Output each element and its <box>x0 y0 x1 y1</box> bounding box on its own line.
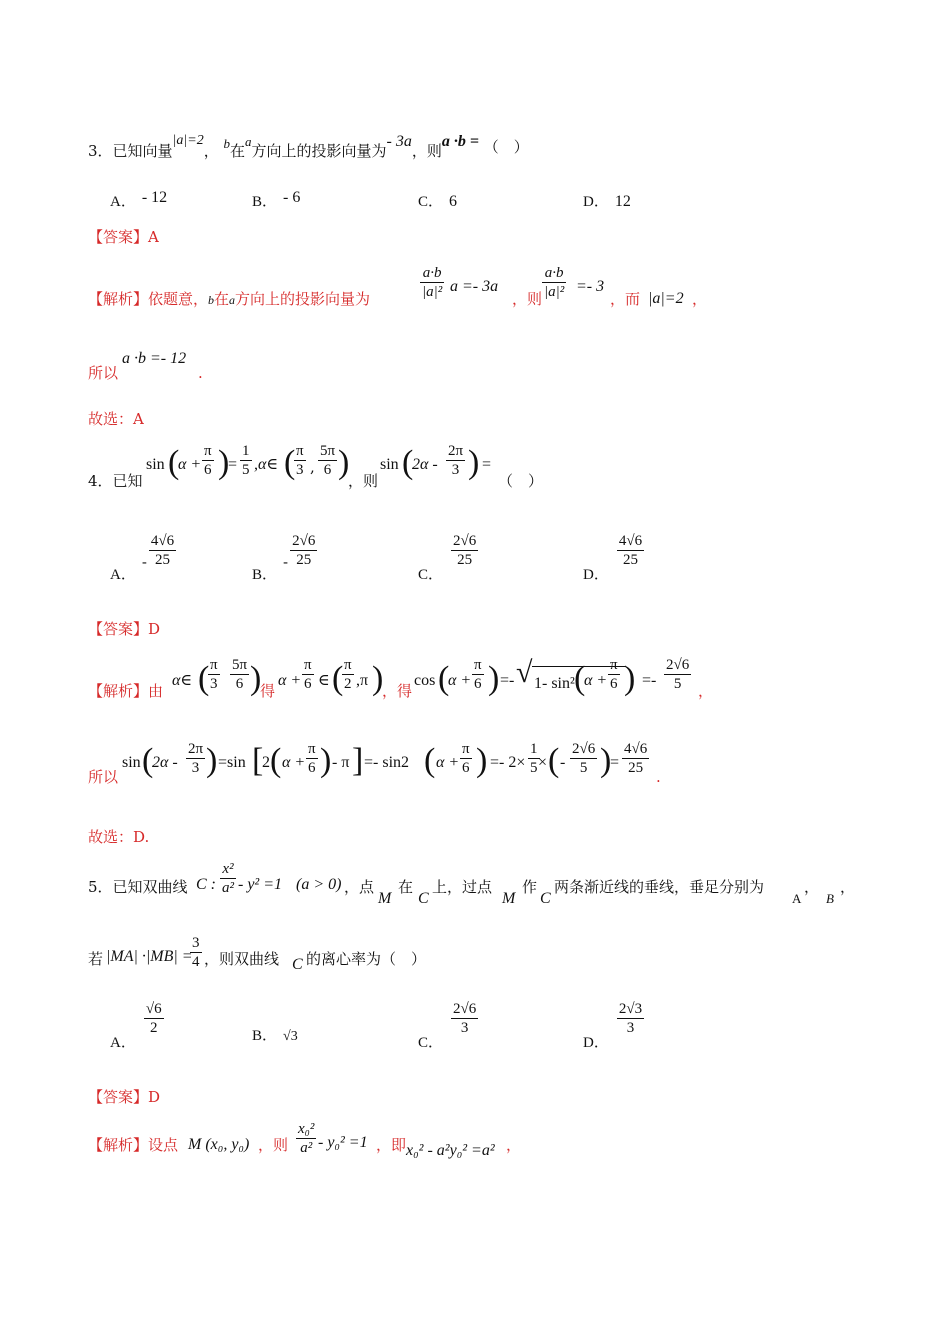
q4-pi-over-3-num: π <box>296 443 304 459</box>
q4-5pi-over-6-num: 5π <box>320 443 336 459</box>
q5-x2: x² <box>220 860 236 879</box>
q4-rparen3: ) <box>468 444 480 481</box>
q3-proj: - 3a <box>386 133 412 150</box>
q4-option-a-label: A． <box>110 566 136 583</box>
q3-analysis-intro: 依题意， <box>148 290 209 308</box>
q4-2pi-over-3-num: 2π <box>448 443 464 459</box>
q4-option-a-frac <box>149 532 176 569</box>
q4-eq: = <box>482 456 492 473</box>
q4-so-lp4: ( <box>548 742 560 779</box>
q3-analysis-tag: 【解析】 <box>88 290 149 308</box>
q4-analysis <box>88 652 890 708</box>
q4-2pi-over-3 <box>446 442 465 479</box>
q5-B: B <box>826 891 834 906</box>
q5-ruo: 若 <box>88 950 104 968</box>
q3-stem <box>88 133 890 164</box>
q4-pi-over-6-den: 6 <box>204 462 212 478</box>
q4-option-b-den: 25 <box>296 552 312 568</box>
q5-stem-line1 <box>88 858 890 910</box>
q4-so-2pi3 <box>186 740 205 777</box>
q4-option-b-sign: - <box>283 552 289 571</box>
q3-option-b <box>252 190 300 213</box>
q3-option-a <box>110 190 167 213</box>
q5-three-fourths <box>190 934 202 971</box>
q4-analysis-in2: ∈ <box>318 672 330 689</box>
q4-analysis-pi6b-num: π <box>474 657 482 673</box>
q4-analysis-lp1: ( <box>198 660 210 697</box>
q3-option-d-value: 12 <box>614 193 631 210</box>
q4-so-result-den: 25 <box>628 760 644 776</box>
q4-analysis-rp4: ) <box>624 660 636 697</box>
q5-analysis-ji: ，即 <box>376 1136 407 1154</box>
q4-one-fifth <box>240 442 252 479</box>
q3-option-d <box>583 190 631 213</box>
q4-5pi-over-6-den: 6 <box>323 462 332 478</box>
q3-so-end: . <box>198 364 203 382</box>
q4-so-alpha-plus: α + <box>282 754 306 771</box>
q5-three: 3 <box>192 935 200 951</box>
q3-analysis-frac2-den: |a|² <box>544 284 565 300</box>
q4-option-c <box>418 532 480 583</box>
q4-then: ，则 <box>348 472 379 490</box>
q3-analysis-frac1-tail: a =- 3a <box>450 278 499 295</box>
q5-analysis-intro: 设点 <box>148 1136 179 1154</box>
q4-so-times: × <box>538 754 548 771</box>
q3-analysis-norm: |a|=2 <box>648 290 684 307</box>
q4-so-2r6-5-den: 5 <box>579 760 588 776</box>
q4-pi-over-3 <box>294 442 306 479</box>
q5-option-b <box>252 1024 298 1048</box>
q5-s2: 上，过点 <box>432 878 493 896</box>
q4-analysis-eq-sqrt: =- <box>500 672 515 689</box>
q4-analysis-pi6c-num: π <box>610 657 618 673</box>
q4-analysis-5pi6-den: 6 <box>235 676 244 692</box>
q3-answer <box>88 226 890 248</box>
q4-answer-value: D <box>148 620 161 638</box>
q4-analysis-eq2: =- <box>642 672 657 689</box>
q3-option-c-value: 6 <box>449 193 458 210</box>
q3-analysis-b: b <box>208 293 215 307</box>
q4-rparen2: ) <box>338 444 350 481</box>
q5-answer-tag: 【答案】 <box>88 1088 149 1106</box>
q5-option-c <box>418 1000 480 1051</box>
q4-so-result <box>622 740 649 777</box>
q5-ma-mb: |MA| ·|MB| = <box>106 948 193 965</box>
q4-analysis-pi6-den: 6 <box>304 676 312 692</box>
q4-analysis-lp2: ( <box>332 660 344 697</box>
q3-a: a <box>245 134 252 149</box>
q4-paren: （ ） <box>498 472 544 490</box>
q4-stem <box>88 440 890 490</box>
q4-so-rp2: ) <box>320 742 332 779</box>
q3-option-d-label: D． <box>583 194 609 210</box>
q5-option-a-label: A． <box>110 1034 136 1051</box>
q4-so-end: . <box>656 768 661 786</box>
q5-option-d-num: 2√3 <box>618 1001 643 1017</box>
q3-stem-prefix: 3．已知向量 <box>88 142 173 160</box>
q5-analysis-end: ， <box>506 1136 522 1154</box>
q4-answer <box>88 618 890 640</box>
q4-analysis-cos: cos <box>414 672 436 689</box>
q4-lparen2: ( <box>284 444 296 481</box>
q3-sep: ， <box>203 142 219 160</box>
q4-so-rp1: ) <box>206 742 218 779</box>
q4-so-alpha-plus2: α + <box>436 754 460 771</box>
q4-so-pi6-num: π <box>308 741 316 757</box>
q3-so <box>88 348 890 388</box>
q3-option-b-value: - 6 <box>283 189 301 206</box>
q4-analysis-alpha-plus2: α + <box>448 672 472 689</box>
q3-choose-text: 故选：A <box>88 410 144 428</box>
q4-eq-frac: = <box>228 456 238 473</box>
q3-analysis-while: ，而 <box>610 290 641 308</box>
q4-analysis-tag: 【解析】 <box>88 682 149 700</box>
q3-choose <box>88 408 890 430</box>
q4-option-d-den: 25 <box>622 552 638 568</box>
q5-option-d-den: 3 <box>626 1020 635 1036</box>
q4-so-lp2: ( <box>270 742 282 779</box>
q5-option-c-frac <box>451 1000 478 1037</box>
q5-analysis-tag: 【解析】 <box>88 1136 149 1154</box>
q3-option-b-label: B． <box>252 194 278 210</box>
q4-so-two-alpha: 2α - <box>152 754 178 771</box>
q5-cond: (a > 0) <box>296 876 342 893</box>
q5-option-b-value: √3 <box>283 1029 298 1044</box>
q4-so-eq-sin: =sin <box>218 754 246 771</box>
q5-s4: ，则双曲线 <box>204 950 280 968</box>
q4-analysis-de2: ，得 <box>382 682 413 700</box>
q4-so-two: 2 <box>262 754 270 771</box>
q4-one-fifth-num: 1 <box>242 443 250 459</box>
q5-minus-y2: - y² =1 <box>238 876 283 893</box>
q3-analysis-frac2 <box>542 264 566 301</box>
q3-cond-norm: |a|=2 <box>172 133 204 148</box>
q5-option-d <box>583 1000 646 1051</box>
q3-analysis-frac1 <box>420 264 444 301</box>
q4-analysis-result-den: 5 <box>673 676 682 692</box>
q5-option-a-den: 2 <box>149 1020 158 1036</box>
q4-analysis-pi6c-den: 6 <box>610 676 618 692</box>
q5-s3: 两条渐近线的垂线，垂足分别为 <box>554 878 765 896</box>
q4-pi-over-3-den: 3 <box>296 462 304 478</box>
q3-then: ，则 <box>411 142 442 160</box>
q3-analysis <box>88 264 890 314</box>
q4-so-minus-pi: - π <box>332 754 350 771</box>
q4-choose <box>88 826 890 848</box>
q3-so-expr: a ·b =- 12 <box>122 350 187 367</box>
q4-analysis-5pi6 <box>230 656 249 693</box>
q5-end1: ， <box>840 878 856 896</box>
q4-analysis-sqrt-body: 1- sin² <box>532 666 626 695</box>
q4-analysis-alpha-plus: α + <box>278 672 302 689</box>
q4-so-pi6-den: 6 <box>308 760 316 776</box>
q4-analysis-pi6-num: π <box>304 657 312 673</box>
q5-four: 4 <box>192 954 200 970</box>
q3-option-c <box>418 190 457 213</box>
q3-answer-tag: 【答案】 <box>88 228 149 246</box>
q3-analysis-zai: 在 <box>214 290 230 308</box>
q5-c-colon: C : <box>196 876 216 893</box>
q5-zuo: 作 <box>522 878 538 896</box>
q5-option-d-frac <box>617 1000 644 1037</box>
q5-analysis-frac-den: a² <box>300 1140 313 1156</box>
q4-analysis-you: 由 <box>148 682 164 700</box>
q3-option-a-label: A． <box>110 194 136 210</box>
q4-choose-text: 故选：D. <box>88 828 150 846</box>
q4-analysis-pi6b <box>472 656 484 693</box>
q3-analysis-frac1-num: a·b <box>420 264 444 283</box>
q4-so-one-fifth-den: 5 <box>530 760 538 776</box>
q4-so-lp1: ( <box>142 742 154 779</box>
q4-option-d-num: 4√6 <box>618 533 643 549</box>
q4-so-rp4: ) <box>600 742 612 779</box>
q4-analysis-lp4: ( <box>574 660 586 697</box>
q4-so-eq-msin2: =- sin2 <box>364 754 410 771</box>
q4-option-a <box>110 532 178 583</box>
q4-so-2r6-5 <box>570 740 597 777</box>
q4-so-eq-m2x: =- 2× <box>490 754 526 771</box>
q4-option-b-frac <box>290 532 317 569</box>
q4-in: ,α∈ <box>254 456 279 473</box>
q5-A: A <box>792 891 802 906</box>
q5-stem-line2 <box>88 932 890 976</box>
q5-analysis-point: M (x₀, y₀) <box>188 1136 250 1153</box>
q4-option-b <box>252 532 319 583</box>
q5-s1: ，点 <box>344 878 375 896</box>
q5-analysis <box>88 1118 890 1166</box>
q4-option-a-num: 4√6 <box>150 533 175 549</box>
q4-option-b-label: B． <box>252 566 278 583</box>
q4-analysis-comma: ， <box>698 682 714 700</box>
q4-so-sin: sin <box>122 754 141 771</box>
q4-option-c-frac <box>451 532 478 569</box>
q5-M: M <box>378 890 392 907</box>
q3-analysis-comma: ， <box>692 290 708 308</box>
q4-so-result-num: 4√6 <box>624 741 648 757</box>
q5-option-c-den: 3 <box>460 1020 469 1036</box>
q5-C2: C <box>540 890 551 907</box>
q4-so-lb: [ <box>252 742 264 779</box>
q5-stem-prefix: 5．已知双曲线 <box>88 878 188 896</box>
q4-analysis-rp2: ) <box>372 660 384 697</box>
q5-C3: C <box>292 956 303 973</box>
q4-alpha-plus: α + <box>178 456 202 473</box>
q5-a2: a² <box>222 880 234 896</box>
q4-option-b-num: 2√6 <box>292 533 316 549</box>
q4-analysis-alpha-in: α∈ <box>172 672 193 689</box>
q3-analysis-a: a <box>229 293 236 307</box>
q4-one-fifth-den: 5 <box>242 462 250 478</box>
q4-so-pi6 <box>306 740 318 777</box>
q4-option-c-label: C． <box>418 566 444 583</box>
q4-sin2: sin <box>380 456 399 473</box>
q3-analysis-proj-text: 方向上的投影向量为 <box>235 290 371 308</box>
q3-analysis-frac2-num: a·b <box>542 264 566 283</box>
q4-rparen1: ) <box>218 444 230 481</box>
q4-analysis-pi6c <box>608 656 620 693</box>
q4-option-c-den: 25 <box>457 552 473 568</box>
q4-option-d <box>583 532 646 583</box>
q4-option-c-num: 2√6 <box>453 533 477 549</box>
q4-lparen3: ( <box>402 444 414 481</box>
q5-M2: M <box>502 890 516 907</box>
q3-zai: 在 <box>230 142 246 160</box>
q5-option-a <box>110 1000 166 1051</box>
q4-so-pi6b-den: 6 <box>462 760 470 776</box>
q5-option-b-label: B． <box>252 1028 278 1044</box>
q4-analysis-rp3: ) <box>488 660 500 697</box>
q4-answer-tag: 【答案】 <box>88 620 149 638</box>
q3-paren: （ ） <box>483 138 529 156</box>
q4-analysis-alpha-plus3: α + <box>584 672 608 689</box>
q3-analysis-frac2-tail: =- 3 <box>576 278 605 295</box>
q4-lparen1: ( <box>168 444 180 481</box>
q3-option-a-value: - 12 <box>141 189 168 206</box>
q4-so-rp3: ) <box>476 742 488 779</box>
q4-analysis-pi3 <box>208 656 220 693</box>
q4-so-eq: = <box>610 754 620 771</box>
q4-option-d-frac <box>617 532 644 569</box>
q5-analysis-then: ，则 <box>258 1136 289 1154</box>
q4-so-one-fifth-num: 1 <box>530 741 538 757</box>
q5-analysis-frac-num: x₀² <box>298 1121 315 1137</box>
q4-analysis-pi3-num: π <box>210 657 218 673</box>
q5-s5: 的离心率为（ ） <box>306 950 427 968</box>
q4-analysis-pi2-num: π <box>344 657 352 673</box>
q5-analysis-tail: - y₀² =1 <box>318 1134 368 1151</box>
q5-x2-over-a2 <box>220 860 236 897</box>
q4-so-pi6b <box>460 740 472 777</box>
q4-analysis-pi6b-den: 6 <box>474 676 482 692</box>
q4-so-pi6b-num: π <box>462 741 470 757</box>
q4-so-2pi3-den: 3 <box>191 760 200 776</box>
q3-analysis-frac1-den: |a|² <box>422 284 443 300</box>
q5-option-a-num: √6 <box>145 1001 162 1017</box>
q4-so <box>88 738 890 794</box>
q5-option-d-label: D． <box>583 1034 609 1051</box>
q4-so-rb: ] <box>352 742 364 779</box>
q4-analysis-pi2-den: 2 <box>344 676 352 692</box>
q4-2pi-over-3-den: 3 <box>451 462 460 478</box>
q4-comma: , <box>310 458 315 476</box>
q3-so-label: 所以 <box>88 364 119 382</box>
q5-answer <box>88 1086 890 1108</box>
q4-pi-over-6 <box>202 442 214 479</box>
q4-5pi-over-6 <box>318 442 337 479</box>
q5-option-a-frac <box>144 1000 164 1037</box>
q4-sin1: sin <box>146 456 165 473</box>
q5-sep: ， <box>804 878 820 896</box>
q5-option-c-label: C． <box>418 1034 444 1051</box>
q5-analysis-frac <box>296 1120 316 1157</box>
q4-pi-over-6-num: π <box>204 443 212 459</box>
q4-so-minus: - <box>560 754 566 771</box>
q3-dot: a ·b = <box>441 133 479 150</box>
q4-so-2r6-5-num: 2√6 <box>572 741 596 757</box>
q4-option-d-label: D． <box>583 566 609 583</box>
q3-option-c-label: C． <box>418 194 444 210</box>
q4-analysis-rp1: ) <box>250 660 262 697</box>
q4-analysis-de1: 得 <box>260 682 276 700</box>
q4-analysis-pi-end: ,π <box>356 672 369 689</box>
q4-so-lp3: ( <box>424 742 436 779</box>
q4-analysis-result-num: 2√6 <box>666 657 690 673</box>
q4-option-a-den: 25 <box>155 552 171 568</box>
q5-analysis-expr: x₀² - a²y₀² =a² <box>406 1142 495 1159</box>
q4-analysis-lp3: ( <box>438 660 450 697</box>
q4-analysis-5pi6-num: 5π <box>232 657 248 673</box>
q4-two-alpha: 2α - <box>412 456 438 473</box>
q4-analysis-radical: √ <box>516 656 533 689</box>
q3-b: b <box>223 136 230 151</box>
q3-analysis-then: ，则 <box>512 290 543 308</box>
q4-analysis-pi2 <box>342 656 354 693</box>
q5-C: C <box>418 890 429 907</box>
q4-analysis-result <box>664 656 691 693</box>
q3-answer-value: A <box>148 228 159 246</box>
q5-option-c-num: 2√6 <box>453 1001 477 1017</box>
q3-stem-mid: 方向上的投影向量为 <box>251 142 387 160</box>
q4-so-2pi3-num: 2π <box>188 741 204 757</box>
q5-answer-value: D <box>148 1088 161 1106</box>
q4-so-label: 所以 <box>88 768 119 786</box>
q4-option-a-sign: - <box>141 552 147 571</box>
q4-analysis-pi6 <box>302 656 314 693</box>
q4-stem-prefix: 4．已知 <box>88 472 143 490</box>
q4-analysis-pi3-den: 3 <box>210 676 218 692</box>
q5-zai: 在 <box>398 878 414 896</box>
